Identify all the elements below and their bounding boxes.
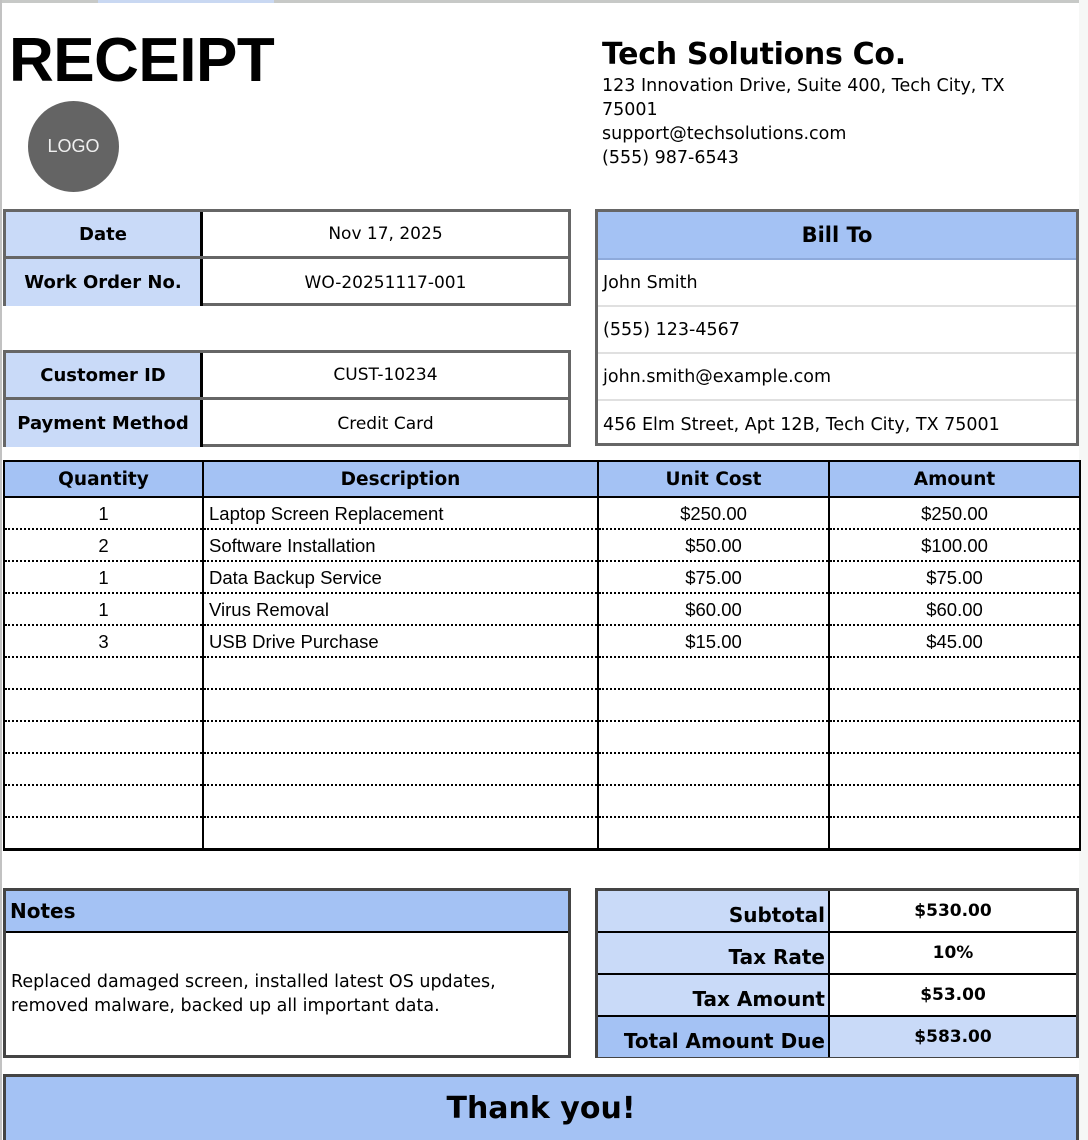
empty-cell[interactable] bbox=[598, 689, 829, 721]
item-quantity[interactable]: 1 bbox=[4, 593, 203, 625]
company-address-line2: 75001 bbox=[602, 100, 658, 120]
info-row-work-order bbox=[6, 259, 568, 306]
subtotal-label: Subtotal bbox=[598, 891, 830, 931]
totals-row-tax-rate bbox=[598, 933, 1076, 975]
customer-id-label: Customer ID bbox=[6, 353, 203, 397]
empty-cell[interactable] bbox=[203, 785, 598, 817]
column-header-unit-cost: Unit Cost bbox=[598, 461, 829, 497]
notes-body[interactable] bbox=[6, 933, 568, 1055]
sheet-left-edge bbox=[0, 0, 2, 1140]
totals-section bbox=[595, 888, 1079, 1058]
customer-info-table bbox=[3, 350, 571, 447]
empty-cell[interactable] bbox=[203, 753, 598, 785]
notes-header: Notes bbox=[6, 891, 568, 933]
item-unit-cost[interactable]: $60.00 bbox=[598, 593, 829, 625]
table-header-row bbox=[4, 461, 1080, 497]
item-quantity[interactable]: 3 bbox=[4, 625, 203, 657]
table-row bbox=[4, 561, 1080, 593]
company-phone: (555) 987-6543 bbox=[602, 148, 739, 168]
bill-to-phone[interactable]: (555) 123-4567 bbox=[598, 307, 1076, 354]
empty-table-row bbox=[4, 785, 1080, 817]
item-quantity[interactable]: 1 bbox=[4, 497, 203, 529]
empty-cell[interactable] bbox=[598, 721, 829, 753]
table-row bbox=[4, 497, 1080, 529]
item-description[interactable]: Laptop Screen Replacement bbox=[203, 497, 598, 529]
item-amount[interactable]: $100.00 bbox=[829, 529, 1080, 561]
tax-rate-value[interactable]: 10% bbox=[932, 943, 974, 963]
empty-cell[interactable] bbox=[203, 689, 598, 721]
empty-cell[interactable] bbox=[203, 817, 598, 849]
thank-you-banner: Thank you! bbox=[3, 1074, 1079, 1140]
date-value[interactable]: Nov 17, 2025 bbox=[328, 224, 443, 244]
item-description[interactable]: Data Backup Service bbox=[203, 561, 598, 593]
empty-cell[interactable] bbox=[598, 785, 829, 817]
empty-cell[interactable] bbox=[4, 817, 203, 849]
empty-cell[interactable] bbox=[4, 689, 203, 721]
empty-cell[interactable] bbox=[4, 657, 203, 689]
order-info-table bbox=[3, 209, 571, 306]
empty-cell[interactable] bbox=[829, 785, 1080, 817]
empty-cell[interactable] bbox=[4, 785, 203, 817]
empty-cell[interactable] bbox=[598, 753, 829, 785]
info-row-customer-id bbox=[6, 353, 568, 400]
payment-method-label: Payment Method bbox=[6, 400, 203, 447]
tax-amount-label: Tax Amount bbox=[598, 975, 830, 1015]
bill-to-name[interactable]: John Smith bbox=[598, 260, 1076, 307]
item-quantity[interactable]: 2 bbox=[4, 529, 203, 561]
info-row-date bbox=[6, 212, 568, 259]
bill-to-address[interactable]: 456 Elm Street, Apt 12B, Tech City, TX 75001 bbox=[603, 414, 1000, 435]
item-unit-cost[interactable]: $250.00 bbox=[598, 497, 829, 529]
empty-cell[interactable] bbox=[829, 721, 1080, 753]
bill-to-section bbox=[595, 209, 1079, 446]
item-amount[interactable]: $75.00 bbox=[829, 561, 1080, 593]
subtotal-value[interactable]: $530.00 bbox=[914, 901, 992, 921]
item-unit-cost[interactable]: $75.00 bbox=[598, 561, 829, 593]
bill-to-header: Bill To bbox=[598, 212, 1076, 260]
notes-text-line1: Replaced damaged screen, installed latest OS updates, bbox=[11, 972, 496, 992]
empty-cell[interactable] bbox=[829, 689, 1080, 721]
empty-table-row bbox=[4, 753, 1080, 785]
empty-cell[interactable] bbox=[598, 657, 829, 689]
item-description[interactable]: USB Drive Purchase bbox=[203, 625, 598, 657]
bill-to-email[interactable]: john.smith@example.com bbox=[598, 354, 1076, 401]
item-unit-cost[interactable]: $15.00 bbox=[598, 625, 829, 657]
selected-column-marker bbox=[98, 0, 274, 3]
item-amount[interactable]: $45.00 bbox=[829, 625, 1080, 657]
tax-amount-value[interactable]: $53.00 bbox=[920, 985, 986, 1005]
payment-method-value[interactable]: Credit Card bbox=[337, 413, 434, 434]
totals-row-tax-amount bbox=[598, 975, 1076, 1017]
column-header-quantity: Quantity bbox=[4, 461, 203, 497]
table-row bbox=[4, 593, 1080, 625]
item-amount[interactable]: $250.00 bbox=[829, 497, 1080, 529]
empty-table-row bbox=[4, 721, 1080, 753]
work-order-label: Work Order No. bbox=[6, 259, 203, 306]
total-due-value[interactable]: $583.00 bbox=[830, 1017, 1076, 1057]
tax-rate-label: Tax Rate bbox=[598, 933, 830, 973]
company-name: Tech Solutions Co. bbox=[602, 37, 906, 72]
empty-cell[interactable] bbox=[4, 721, 203, 753]
empty-table-row bbox=[4, 689, 1080, 721]
logo-placeholder bbox=[28, 101, 119, 192]
empty-cell[interactable] bbox=[598, 817, 829, 849]
empty-cell[interactable] bbox=[203, 657, 598, 689]
item-amount[interactable]: $60.00 bbox=[829, 593, 1080, 625]
empty-cell[interactable] bbox=[829, 817, 1080, 849]
empty-cell[interactable] bbox=[4, 753, 203, 785]
column-header-description: Description bbox=[203, 461, 598, 497]
logo-label: LOGO bbox=[47, 136, 100, 156]
receipt-title: RECEIPT bbox=[9, 26, 275, 95]
table-row bbox=[4, 625, 1080, 657]
item-description[interactable]: Virus Removal bbox=[203, 593, 598, 625]
totals-row-total-due bbox=[598, 1017, 1076, 1057]
spreadsheet-column-strip bbox=[0, 0, 1088, 3]
date-label: Date bbox=[6, 212, 203, 256]
customer-id-value[interactable]: CUST-10234 bbox=[333, 365, 438, 385]
totals-row-subtotal bbox=[598, 891, 1076, 933]
company-address-line1: 123 Innovation Drive, Suite 400, Tech City, TX bbox=[602, 76, 1005, 96]
empty-cell[interactable] bbox=[203, 721, 598, 753]
notes-text-line2: removed malware, backed up all important data. bbox=[11, 996, 440, 1016]
item-quantity[interactable]: 1 bbox=[4, 561, 203, 593]
table-row bbox=[4, 529, 1080, 561]
empty-table-row bbox=[4, 817, 1080, 849]
empty-cell[interactable] bbox=[829, 657, 1080, 689]
column-header-amount: Amount bbox=[829, 461, 1080, 497]
line-items-table bbox=[3, 460, 1081, 851]
info-row-payment-method bbox=[6, 400, 568, 447]
item-description[interactable]: Software Installation bbox=[203, 529, 598, 561]
total-due-label: Total Amount Due bbox=[598, 1017, 830, 1057]
notes-section bbox=[3, 888, 571, 1058]
item-unit-cost[interactable]: $50.00 bbox=[598, 529, 829, 561]
empty-cell[interactable] bbox=[829, 753, 1080, 785]
company-email: support@techsolutions.com bbox=[602, 124, 847, 144]
work-order-value[interactable]: WO-20251117-001 bbox=[304, 272, 467, 293]
empty-table-row bbox=[4, 657, 1080, 689]
